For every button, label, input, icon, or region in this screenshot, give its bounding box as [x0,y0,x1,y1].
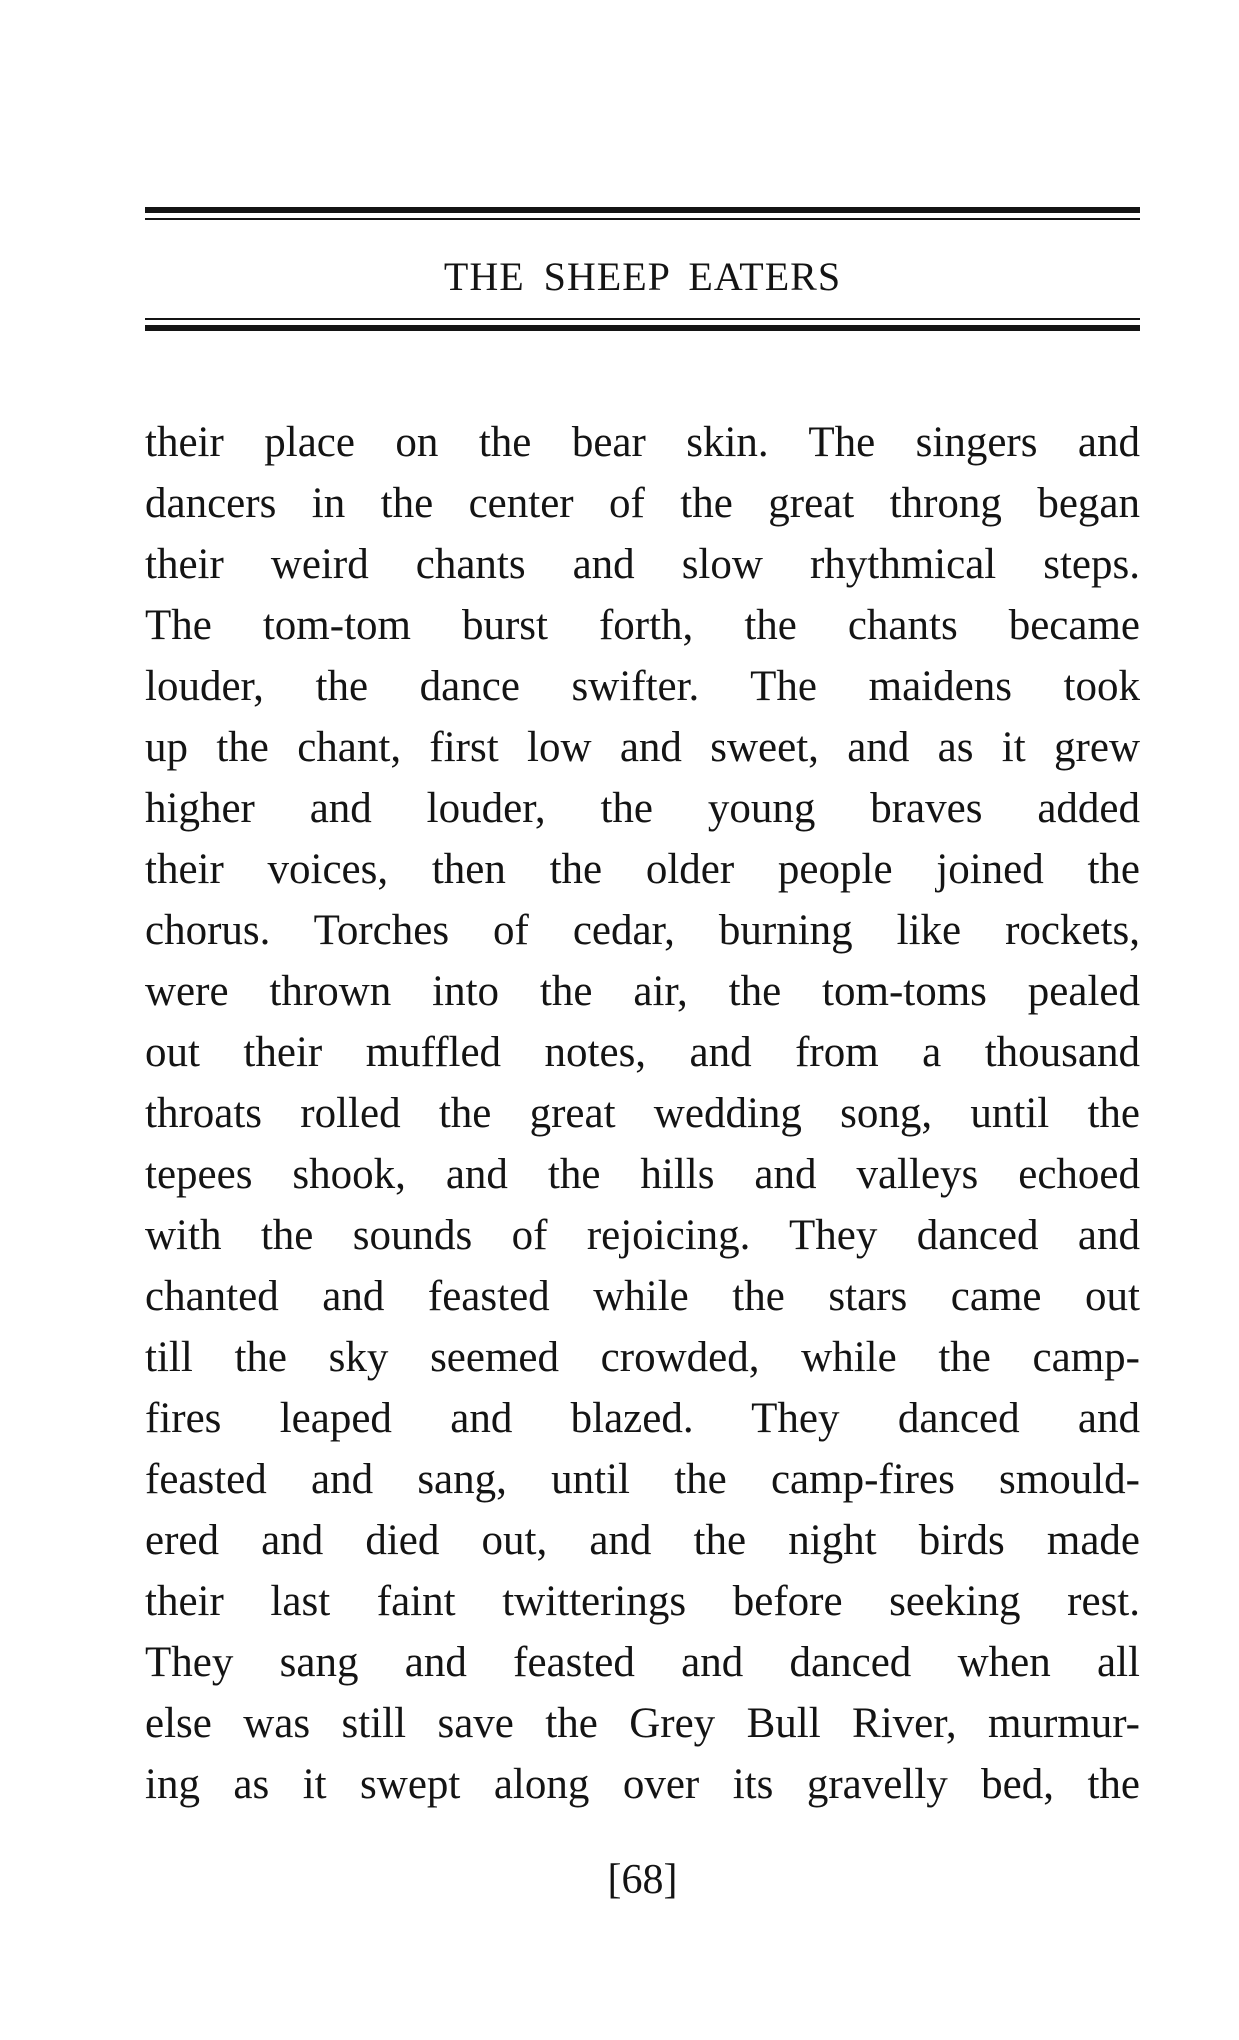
text-line [145,778,1140,839]
text-line-content: louder, the dance swifter. The maidens took [145,663,1140,710]
text-line [145,900,1140,961]
text-line-content: chanted and feasted while the stars came out [145,1273,1140,1320]
text-line-content: tepees shook, and the hills and valleys echoed [145,1151,1140,1198]
text-line [145,961,1140,1022]
text-line-content: else was still save the Grey Bull River, murmur- [145,1700,1140,1747]
text-line-content: with the sounds of rejoicing. They danced and [145,1212,1140,1259]
text-line [145,473,1140,534]
text-line [145,717,1140,778]
text-line [145,1083,1140,1144]
text-line-content: ered and died out, and the night birds made [145,1517,1140,1564]
text-line-content: were thrown into the air, the tom-toms pealed [145,968,1140,1015]
text-line [145,1205,1140,1266]
text-line [145,1022,1140,1083]
page-number: [68] [607,1857,678,1903]
text-line-content: up the chant, first low and sweet, and as it grew [145,724,1140,771]
text-line-content: out their muffled notes, and from a thousand [145,1029,1140,1076]
text-line-content: throats rolled the great wedding song, until the [145,1090,1140,1137]
text-line [145,1388,1140,1449]
body-text [145,412,1140,1815]
text-line-content: They sang and feasted and danced when all [145,1639,1140,1686]
text-line [145,839,1140,900]
text-line [145,1266,1140,1327]
text-line-content: The tom-tom burst forth, the chants became [145,602,1140,649]
text-line [145,1632,1140,1693]
header-rule-thick [145,325,1140,331]
text-line [145,1510,1140,1571]
text-line-content: dancers in the center of the great throng began [145,480,1140,527]
text-line-content: chorus. Torches of cedar, burning like rockets, [145,907,1140,954]
text-line [145,1144,1140,1205]
text-line [145,1754,1140,1815]
text-line [145,595,1140,656]
text-line [145,1693,1140,1754]
text-line [145,534,1140,595]
header-rule-thin [145,218,1140,220]
text-line [145,1571,1140,1632]
text-line-content: feasted and sang, until the camp-fires smould- [145,1456,1140,1503]
text-line-content: fires leaped and blazed. They danced and [145,1395,1140,1442]
header-rule-top [145,207,1140,220]
text-line-content: their last faint twitterings before seeking rest. [145,1578,1140,1625]
text-line-content: till the sky seemed crowded, while the camp- [145,1334,1140,1381]
text-line-content: higher and louder, the young braves added [145,785,1140,832]
text-line-content: their weird chants and slow rhythmical steps. [145,541,1140,588]
text-line [145,656,1140,717]
text-line-content: their voices, then the older people joined the [145,846,1140,893]
text-line [145,1327,1140,1388]
text-line [145,1449,1140,1510]
header-rule-bottom [145,318,1140,331]
text-line-content: their place on the bear skin. The singers and [145,419,1140,466]
text-line [145,412,1140,473]
text-line-content: ing as it swept along over its gravelly bed, the [145,1761,1140,1808]
running-head: THE SHEEP EATERS [443,254,842,299]
